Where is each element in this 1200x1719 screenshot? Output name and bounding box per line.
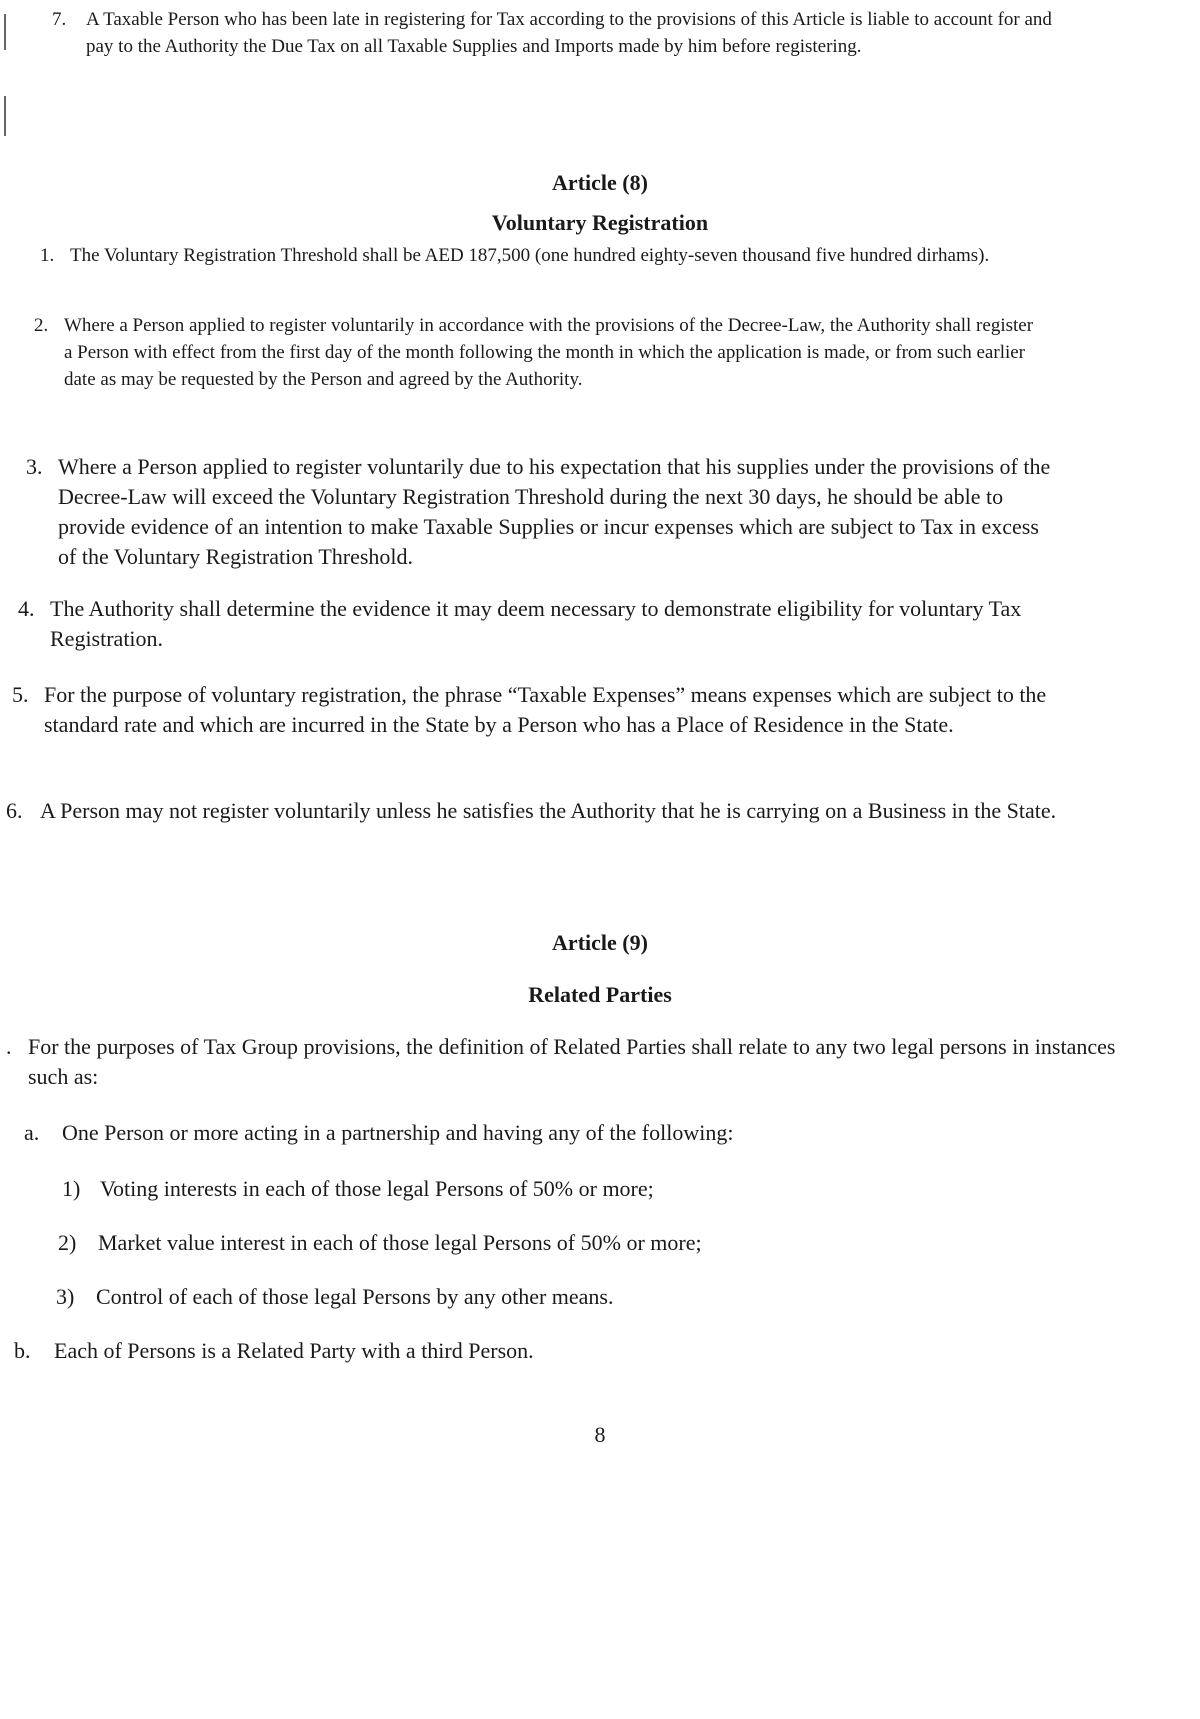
- article-9-subitem-1: [62, 1174, 1062, 1204]
- item-text: Control of each of those legal Persons by any other means.: [96, 1284, 614, 1309]
- item-text: Where a Person applied to register voluntarily due to his expectation that his supplies under the provisions of the Decree-Law will exceed the Voluntary Registration Threshold during the next 30 days, he should be able to provide evidence of an intention to make Taxable Supplies or incur expenses which are subject to Tax in excess of the Voluntary Registration Threshold.: [58, 454, 1051, 569]
- article-8-item-1: [40, 242, 1040, 269]
- item-number: 3.: [26, 454, 43, 479]
- item-text: The Voluntary Registration Threshold shall be AED 187,500 (one hundred eighty-seven thousand five hundred dirhams).: [70, 245, 990, 266]
- item-text: Where a Person applied to register voluntarily in accordance with the provisions of the Decree-Law, the Authority shall register a Person with effect from the first day of the month following the month in which the application is made, or from such earlier date as may be requested by the Person and agreed by the Authority.: [64, 315, 1034, 390]
- item-text: The Authority shall determine the evidence it may deem necessary to demonstrate eligibility for voluntary Tax Registration.: [50, 596, 1022, 651]
- article-9-item-a: [24, 1118, 1124, 1148]
- scan-margin-mark: [4, 14, 6, 50]
- article-9-item-b: [14, 1336, 1114, 1366]
- article-8-item-6: [6, 796, 1086, 826]
- item-text: One Person or more acting in a partnership and having any of the following:: [62, 1120, 734, 1145]
- item-text: For the purposes of Tax Group provisions, the definition of Related Parties shall relate to any two legal persons in instances such as:: [28, 1034, 1116, 1089]
- item-number: 2): [58, 1230, 77, 1255]
- page-number: 8: [594, 1422, 606, 1447]
- item-text: A Person may not register voluntarily unless he satisfies the Authority that he is carrying on a Business in the State.: [40, 798, 1057, 823]
- article-8-item-4: [18, 594, 1068, 654]
- item-label: a.: [24, 1120, 40, 1145]
- item-number: 6.: [6, 798, 23, 823]
- article-8-subtitle: Voluntary Registration: [491, 210, 709, 235]
- item-number: 5.: [12, 682, 29, 707]
- article-9-subitem-3: [56, 1282, 1056, 1312]
- scan-margin-mark: [4, 96, 6, 136]
- item-text: Voting interests in each of those legal Persons of 50% or more;: [100, 1176, 654, 1201]
- item-number: 3): [56, 1284, 75, 1309]
- article-8-title: Article (8): [552, 170, 648, 195]
- item-number: .: [6, 1034, 12, 1059]
- item-number: 4.: [18, 596, 35, 621]
- item-number: 1): [62, 1176, 81, 1201]
- article-9-intro: [6, 1032, 1146, 1092]
- item-number: 2.: [34, 315, 49, 336]
- item-number: 7.: [52, 9, 67, 30]
- item-text: A Taxable Person who has been late in registering for Tax according to the provisions of this Article is liable to account for and pay to the Authority the Due Tax on all Taxable Supplies and Imports made by him before registering.: [86, 9, 1052, 57]
- article-8-item-3: [26, 452, 1056, 572]
- article-8-item-2: [34, 312, 1034, 393]
- item-number: 1.: [40, 245, 55, 266]
- article-7-item-7: [52, 6, 1052, 60]
- article-8-item-5: [12, 680, 1087, 740]
- article-9-subitem-2: [58, 1228, 1058, 1258]
- item-text: Market value interest in each of those legal Persons of 50% or more;: [98, 1230, 702, 1255]
- item-label: b.: [14, 1338, 31, 1363]
- item-text: For the purpose of voluntary registration, the phrase “Taxable Expenses” means expenses which are subject to the standard rate and which are incurred in the State by a Person who has a Place of Residence in the State.: [44, 682, 1047, 737]
- item-text: Each of Persons is a Related Party with a third Person.: [54, 1338, 534, 1363]
- article-9-subtitle: Related Parties: [528, 982, 672, 1007]
- article-9-title: Article (9): [552, 930, 648, 955]
